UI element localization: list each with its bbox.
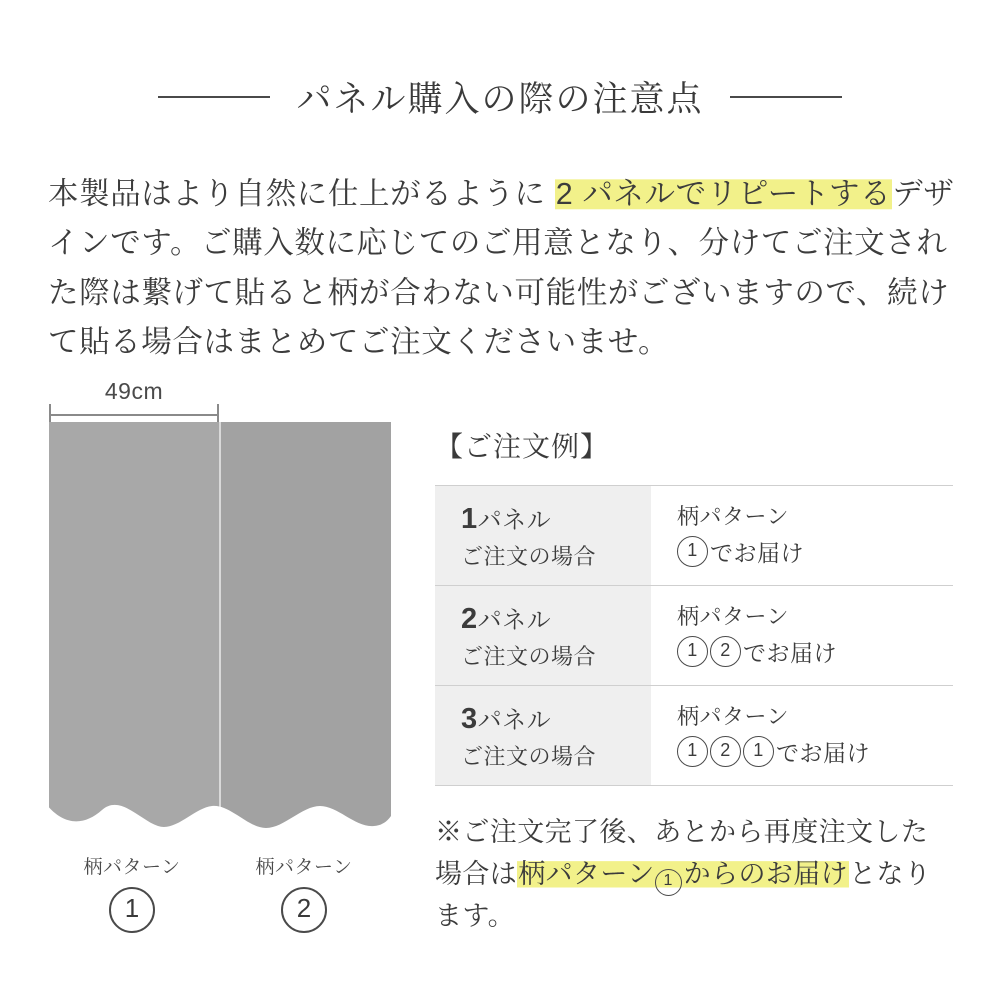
dimension-tick-left: [49, 404, 51, 424]
panel-caption-2-number: 2: [281, 887, 327, 933]
panel-swatch-1: [49, 422, 219, 842]
table-row: [435, 486, 953, 586]
wavy-bottom-edge-icon: [46, 804, 391, 844]
row-1-pattern-values: [677, 535, 953, 568]
row-3-count-cell: [435, 686, 651, 785]
order-note-highlight: [517, 859, 849, 889]
row-1-count-sub: ご注文の場合: [461, 544, 597, 569]
panel-swatches: [46, 422, 391, 842]
order-note-part2: となります。: [435, 858, 932, 931]
order-note-highlight-text: 柄パターン: [518, 858, 655, 889]
lead-text-part2: デザインです。ご購入数に応じてのご用意となり、分けてご注文された際は繋げて貼ると柄が合わない可能性がございますので、続けて貼る場合はまとめてご注文くださいませ。: [48, 177, 955, 360]
row-1-count-cell: [435, 486, 651, 585]
row-2-pattern-label: 柄パターン: [677, 604, 790, 629]
order-example-block: [435, 425, 953, 938]
row-2-count: 2: [461, 603, 478, 635]
order-note-part1: ※ご注文完了後、あとから再度注文した場合は: [435, 817, 929, 889]
panel-divider: [219, 422, 221, 822]
table-row: [435, 686, 953, 786]
row-2-pattern-number-1: 1: [677, 636, 708, 667]
row-3-pattern-number-2: 2: [710, 736, 741, 767]
order-note-highlight-number: 1: [655, 869, 682, 896]
dimension-label: 49cm: [104, 378, 164, 404]
row-2-pattern-values: [677, 635, 953, 668]
dimension-indicator: [46, 378, 391, 422]
lead-paragraph: [48, 170, 958, 368]
row-1-pattern-cell: [651, 486, 953, 585]
order-example-table: [435, 485, 953, 786]
row-1-pattern-number-1: 1: [677, 536, 708, 567]
row-3-pattern-cell: [651, 686, 953, 785]
row-3-pattern-number-3: 1: [743, 736, 774, 767]
row-3-count-sub: ご注文の場合: [461, 744, 597, 769]
panel-caption-1-label: 柄パターン: [83, 857, 181, 878]
panel-swatch-2: [221, 422, 391, 842]
row-3-pattern-suffix: でお届け: [776, 740, 870, 766]
row-2-count-unit: パネル: [477, 607, 552, 634]
heading-rule-right: [730, 96, 842, 98]
order-note-highlight-tail: からのお届け: [683, 858, 849, 889]
row-1-count-unit: パネル: [477, 507, 552, 534]
row-2-count-sub: ご注文の場合: [461, 644, 597, 669]
order-note: [435, 812, 953, 938]
lead-text-part1: 本製品はより自然に仕上がるように: [48, 177, 555, 211]
panel-caption-1-number: 1: [109, 887, 155, 933]
row-3-pattern-number-1: 1: [677, 736, 708, 767]
row-2-count-cell: [435, 586, 651, 685]
lead-highlight: 2 パネルでリピートする: [555, 177, 892, 211]
heading-rule-left: [158, 96, 270, 98]
order-example-title: 【ご注文例】: [435, 431, 610, 462]
dimension-line: [49, 414, 219, 416]
row-1-pattern-suffix: でお届け: [710, 540, 804, 566]
row-1-count: 1: [461, 503, 478, 535]
row-2-pattern-cell: [651, 586, 953, 685]
row-3-pattern-label: 柄パターン: [677, 704, 790, 729]
row-2-pattern-suffix: でお届け: [743, 640, 837, 666]
panel-caption-2-label: 柄パターン: [255, 857, 353, 878]
table-row: [435, 586, 953, 686]
row-1-pattern-label: 柄パターン: [677, 504, 790, 529]
page-heading-row: [0, 72, 1000, 122]
row-2-pattern-number-2: 2: [710, 636, 741, 667]
page-title: パネル購入の際の注意点: [296, 80, 704, 119]
panel-caption-1: [46, 852, 218, 933]
row-3-pattern-values: [677, 735, 953, 768]
panel-caption-2: [218, 852, 390, 933]
dimension-tick-right: [217, 404, 219, 424]
row-3-count-unit: パネル: [477, 707, 552, 734]
panel-illustration: [46, 378, 391, 933]
panel-captions: [46, 852, 391, 933]
row-3-count: 3: [461, 703, 478, 735]
